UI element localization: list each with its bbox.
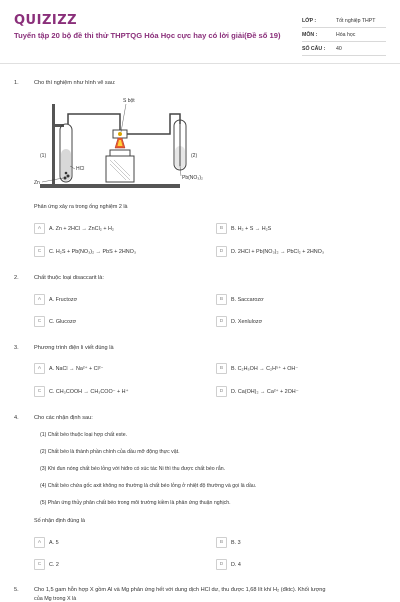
option-d[interactable] [216,246,380,257]
option-text: A. Fructozơ [49,296,78,303]
option-letter: C [34,559,45,570]
option-d[interactable] [216,386,380,397]
experiment-diagram [30,94,220,196]
option-text: D. Ca(OH)₂ → Ca²⁺ + 2OH⁻ [231,388,299,395]
option-c[interactable] [34,246,198,257]
option-letter: B [216,294,227,305]
option-letter: D [216,386,227,397]
question-text: Cho 1,5 gam hỗn hợp X gồm Al và Mg phản ứng hết với dung dịch HCl dư, thu được 1,68 lít khí H₂ (đktc). Khối lượng [34,587,326,593]
info-value: Hóa học [336,31,356,38]
question-text: Cho thí nghiệm như hình vẽ sau: [34,80,116,86]
info-label: MÔN : [302,31,318,38]
option-letter: C [34,316,45,327]
question-text: Chất thuộc loại disaccarit là: [34,275,104,281]
worksheet-header [0,0,400,62]
option-text: B. H₂ + S → H₂S [231,225,272,232]
option-letter: D [216,559,227,570]
option-d[interactable] [216,559,380,570]
info-label: LỚP : [302,17,317,24]
option-a[interactable] [34,537,198,548]
diagram-label-zn: Zn [34,180,40,186]
info-value: Tốt nghiệp THPT [336,17,376,24]
option-b[interactable] [216,223,380,234]
option-c[interactable] [34,316,198,327]
diagram-label-hcl: HCl [76,166,85,172]
option-text: B. Saccarozơ [231,296,264,303]
option-text: A. 5 [49,539,59,546]
option-c[interactable] [34,559,198,570]
question-number: 4. [14,415,19,421]
option-b[interactable] [216,537,380,548]
option-a[interactable] [34,363,198,374]
option-text: A. Zn + 2HCl → ZnCl₂ + H₂ [49,225,114,232]
option-letter: A [34,294,45,305]
statement-1: (1) Chất béo thuộc loại hợp chất este. [40,432,128,438]
question-prompt: Số nhận định đúng là [34,518,85,524]
option-text: A. NaCl → Na²⁺ + Cl²⁻ [49,365,104,372]
option-text: D. 4 [231,561,241,568]
option-letter: B [216,363,227,374]
info-row-subject [302,28,386,42]
diagram-label-2: (2) [191,153,198,159]
question-text: Cho các nhận định sau: [34,415,93,421]
header-divider [0,63,400,64]
option-letter: A [34,537,45,548]
option-letter: D [216,316,227,327]
diagram-label-s: S bột [123,98,135,104]
info-label: SỐ CÂU : [302,45,326,52]
option-text: C. CH₃COOH → CH₃COO⁻ + H⁺ [49,388,129,395]
option-text: C. H₂S + Pb(NO₃)₂ → PbS + 2HNO₃ [49,248,137,255]
option-letter: C [34,386,45,397]
option-text: D. Xenlulozơ [231,318,263,325]
diagram-label-1: (1) [40,153,47,159]
statement-2: (2) Chất béo là thành phần chính của dầu mỡ động thực vật. [40,449,180,455]
question-text-continued: của Mg trong X là [34,596,77,602]
question-number: 5. [14,587,19,593]
option-letter: B [216,537,227,548]
question-number: 2. [14,275,19,281]
option-a[interactable] [34,223,198,234]
info-value: 40 [336,45,342,52]
document-title: Tuyển tập 20 bộ đề thi thử THPTQG Hóa Học cực hay có lời giải(Đề số 19) [14,31,281,40]
question-text: Phương trình điện li viết đúng là [34,345,114,351]
option-text: C. Glucozơ [49,318,77,325]
option-text: B. 3 [231,539,241,546]
question-number: 3. [14,345,19,351]
diagram-label-pb: Pb(NO₃)₂ [182,175,203,181]
option-a[interactable] [34,294,198,305]
option-letter: C [34,246,45,257]
question-number: 1. [14,80,19,86]
option-b[interactable] [216,294,380,305]
option-letter: A [34,223,45,234]
statement-4: (4) Chất béo chứa gốc axit không no thường là chất béo lỏng ở nhiệt độ thường và gọi là dầu. [40,483,257,489]
option-d[interactable] [216,316,380,327]
question-prompt: Phản ứng xảy ra trong ống nghiệm 2 là [34,204,128,210]
option-text: C. 2 [49,561,59,568]
info-panel [302,14,386,56]
option-text: B. C₂H₅OH → C₂H⁵⁺ + OH⁻ [231,365,299,372]
option-letter: D [216,246,227,257]
quizizz-logo: QUIZIZZ [14,13,78,28]
option-b[interactable] [216,363,380,374]
option-c[interactable] [34,386,198,397]
option-letter: B [216,223,227,234]
info-row-class [302,14,386,28]
info-row-count [302,42,386,56]
statement-5: (5) Phản ứng thủy phân chất béo trong môi trường kiềm là phản ứng thuận nghịch. [40,500,231,506]
statement-3: (3) Khi đun nóng chất béo lỏng với hiđro có xúc tác Ni thì thu được chất béo rắn. [40,466,226,472]
option-text: D. 2HCl + Pb(NO₃)₂ → PbCl₂ + 2HNO₃ [231,248,325,255]
option-letter: A [34,363,45,374]
